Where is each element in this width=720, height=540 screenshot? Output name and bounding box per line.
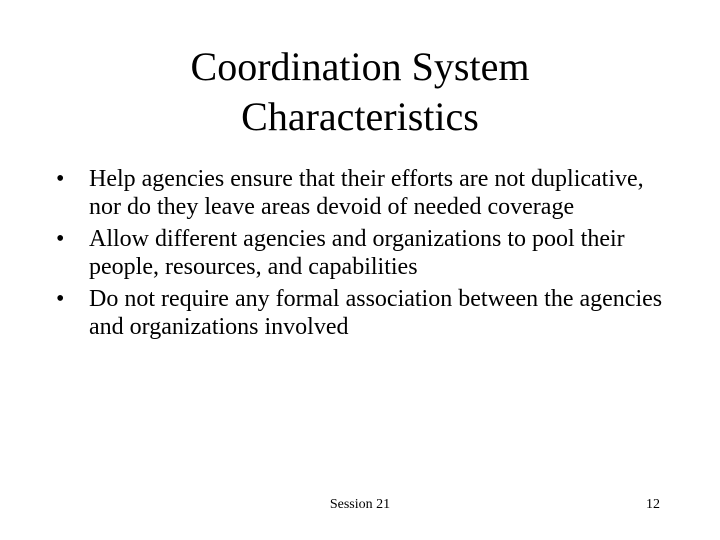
bullet-item-1: [56, 165, 676, 221]
footer-page-number: 12: [646, 497, 660, 512]
slide-title-line-1: Coordination System: [190, 44, 530, 89]
bullet-icon: •: [56, 286, 65, 312]
bullet-list: [56, 165, 676, 345]
bullet-text-2: Allow different agencies and organizations to pool their people, resources, and capabilities: [89, 226, 625, 280]
bullet-item-3: [56, 285, 676, 341]
footer-session-label: Session 21: [329, 497, 391, 512]
bullet-icon: •: [56, 226, 65, 252]
bullet-icon: •: [56, 166, 65, 192]
bullet-item-2: [56, 225, 676, 281]
bullet-text-3: Do not require any formal association between the agencies and organizations involved: [89, 286, 663, 340]
slide-title: [60, 42, 660, 142]
slide-title-line-2: Characteristics: [241, 94, 479, 139]
bullet-text-1: Help agencies ensure that their efforts are not duplicative, nor do they leave areas devoid of needed coverage: [89, 166, 644, 220]
